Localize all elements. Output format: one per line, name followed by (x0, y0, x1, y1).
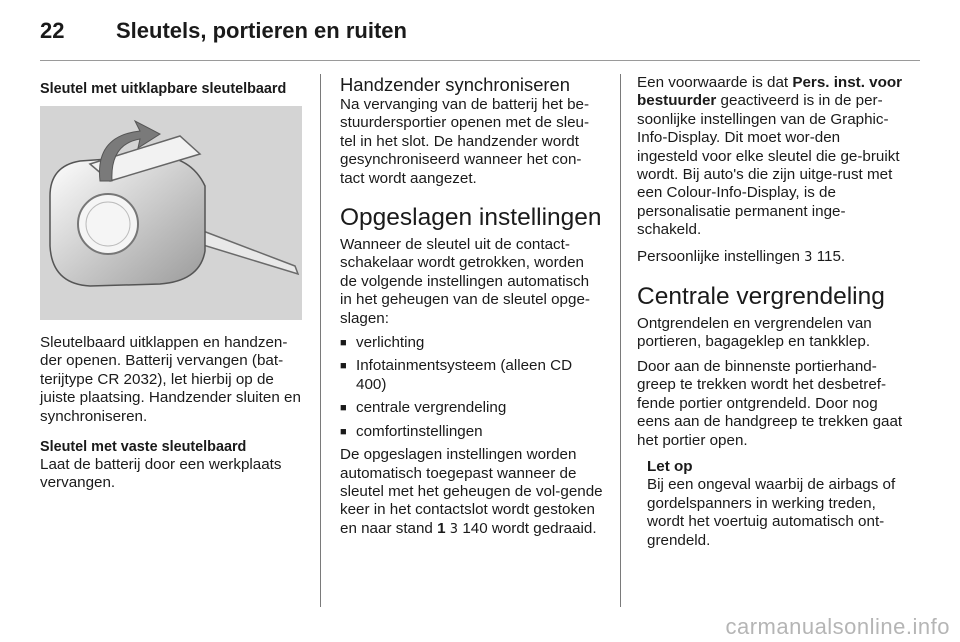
chapter-title: Sleutels, portieren en ruiten (116, 18, 407, 43)
column-3 (637, 74, 905, 550)
central-locking-text-1: Ontgrendelen en vergrendelen van portieren, bagageklep en tankklep. (637, 315, 872, 351)
column-divider-2 (620, 74, 621, 607)
page-ref-link[interactable]: 140 (462, 519, 488, 537)
key-battery-illustration (40, 106, 302, 320)
fixed-key-text: Laat de batterij door een werkplaats vervangen. (40, 456, 282, 492)
column-divider-1 (320, 74, 321, 607)
note-text: Bij een ongeval waarbij de airbags of gordelspanners in werking treden, wordt het voertuig automatisch ont-grendeld. (647, 476, 896, 549)
note-title: Let op (647, 457, 693, 475)
heading-fixed-key: Sleutel met vaste sleutelbaard (40, 439, 247, 456)
ignition-position: 1 (437, 519, 446, 537)
page-ref-link[interactable]: 115. (816, 247, 846, 265)
applied-settings-text: De opgeslagen instellingen worden automatisch toegepast wanneer de sleutel met het geheugen de vol-gende keer in het contactslot wordt gestoken en naar stand 1 3 140 wordt gedraaid. (340, 446, 603, 537)
note-box (647, 458, 905, 550)
stored-settings-text: Wanneer de sleutel uit de contact-schakelaar wordt getrokken, worden de volgende instellingen automatisch in het geheugen van de sleutel opge-slagen: (340, 236, 590, 327)
stored-settings-list (340, 334, 605, 441)
page-ref-arrow-icon: 3 (449, 521, 459, 537)
heading-central-locking: Centrale vergrendeling (637, 283, 885, 311)
column-2 (340, 74, 605, 539)
list-item: ■ centrale vergrendeling (340, 399, 605, 417)
personal-settings-ref: Persoonlijke instellingen 3 115. (637, 247, 846, 265)
sync-text: Na vervanging van de batterij het be-stuurdersportier openen met de sleu-tel in het slot. De handzender wordt gesynchroniseerd wanneer het con-tact wordt aangezet. (340, 96, 590, 187)
header-rule (40, 60, 920, 61)
list-item: ■ verlichting (340, 334, 605, 352)
list-item: ■ Infotainmentsysteem (alleen CD 400) (340, 357, 605, 394)
page-header (40, 14, 920, 54)
condition-text: Een voorwaarde is dat Pers. inst. voor bestuurder geactiveerd is in de per-soonlijke instellingen van de Graphic-Info-Display. Dit moet wor-den ingesteld voor elke sleutel die ge-bruikt wordt. Bij auto's die zijn uitge-rust met een Colour-Info-Display, is de personalisatie permanent inge-schakeld. (637, 74, 903, 239)
heading-foldout-key: Sleutel met uitklapbare sleutelbaard (40, 81, 287, 97)
column-1 (40, 74, 306, 493)
central-locking-text-2: Door aan de binnenste portierhand-greep te trekken wordt het desbetref-fende portier ontgrendeld. Door nog eens aan de handgreep te trekken gaat het portier open. (637, 357, 903, 449)
page-number: 22 (40, 18, 65, 43)
key-battery-icon (40, 106, 302, 320)
setting-name: Pers. inst. voor bestuurder (637, 74, 903, 110)
page-ref-arrow-icon: 3 (804, 249, 813, 265)
heading-stored-settings: Opgeslagen instellingen (340, 204, 602, 232)
heading-sync: Handzender synchroniseren (340, 74, 571, 95)
watermark: carmanualsonline.info (725, 614, 950, 639)
foldout-instructions: Sleutelbaard uitklappen en handzen-der openen. Batterij vervangen (bat-terijtype CR 2032), let hierbij op de juiste plaatsing. Handzender sluiten en synchroniseren. (40, 334, 301, 425)
list-item: ■ comfortinstellingen (340, 423, 605, 441)
